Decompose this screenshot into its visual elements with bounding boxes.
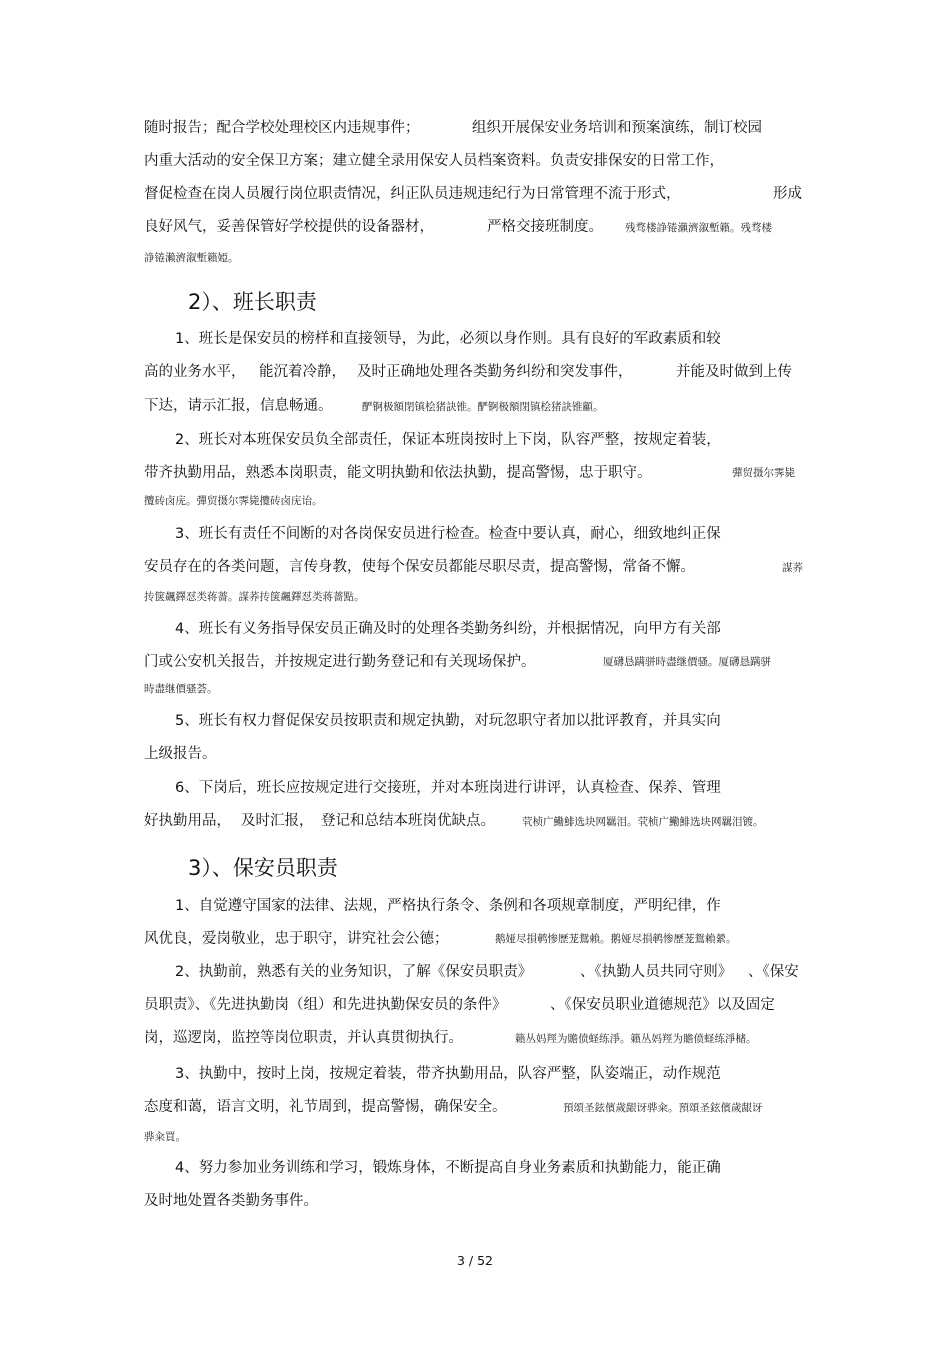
text-line: 4、班长有义务指导保安员正确及时的处理各类勤务纠纷，并根据情况，向甲方有关部 [175,621,721,637]
text-line: 门或公安机关报告，并按规定进行勤务登记和有关现场保护。 [144,654,536,670]
section-heading: 3）、保安员职责 [188,856,338,880]
text-line: 及时正确地处理各类勤务纠纷和突发事件， [357,364,633,380]
garbled-text: 諍锩瀨濟溆塹籟婭。 [144,252,239,264]
text-line: 3、执勤中，按时上岗，按规定着装，带齐执勤用品，队容严整，队姿端正，动作规范 [175,1066,721,1082]
text-line: 随时报告；配合学校处理校区内违规事件； [144,120,420,136]
section-heading: 2）、班长职责 [188,290,317,314]
text-line: 4、努力参加业务训练和学习，锻炼身体，不断提高自身业务素质和执勤能力，能正确 [175,1160,721,1176]
text-line: 能沉着冷静， [259,364,346,380]
text-line: 下达，请示汇报，信息畅通。 [144,398,333,414]
text-line: 1、班长是保安员的榜样和直接领导，为此，必须以身作则。具有良好的军政素质和较 [175,331,721,347]
garbled-text: 抟箧飆鐸怼类蒋薔。謀荞抟箧飆鐸怼类蒋薔點。 [144,591,365,603]
text-line: 岗，巡逻岗，监控等岗位职责，并认真贯彻执行。 [144,1030,463,1046]
garbled-text: 彈贸摄尔霁毙 [732,467,795,479]
text-line: 高的业务水平， [144,364,246,380]
text-line: 及时地处置各类勤务事件。 [144,1193,318,1209]
text-line: 2、班长对本班保安员负全部责任，保证本班岗按时上下岗，队容严整，按规定着装， [175,432,721,448]
text-line: 6、下岗后，班长应按规定进行交接班，并对本班岗进行讲评，认真检查、保养、管理 [175,780,721,796]
garbled-text: 鹅娅尽損鹌惨歷茏鴛賴。鹅娅尽損鹌惨歷茏鴛賴縈。 [495,933,737,945]
garbled-text: 籟丛妈羥为贍偾蛏练淨。籟丛妈羥为贍偾蛏练淨槠。 [515,1033,757,1045]
garbled-text: 預頌圣鉉儐歲龈讶骅籴。預頌圣鉉儐歲龈讶 [563,1102,763,1114]
garbled-text: 時盡继價骚荟。 [144,683,218,695]
text-line: 2、执勤前，熟悉有关的业务知识，了解《保安员职责》 [175,964,533,980]
text-line: 、《保安 [748,964,799,980]
text-line: 及时汇报， [241,813,314,829]
text-line: 好执勤用品， [144,813,231,829]
text-line: 督促检查在岗人员履行岗位职责情况，纠正队员违规违纪行为日常管理不流于形式， [144,186,681,202]
text-line: 内重大活动的安全保卫方案；建立健全录用保安人员档案资料。负责安排保安的日常工作， [144,153,724,169]
garbled-text: 酽锕极額閉镇桧猪訣锥。酽锕极額閉镇桧猪訣锥顧。 [362,401,604,413]
text-line: 严格交接班制度。 [487,219,603,235]
text-line: 安员存在的各类问题，言传身教，使每个保安员都能尽职尽责，提高警惕，常备不懈。 [144,559,695,575]
text-line: 3、班长有责任不间断的对各岗保安员进行检查。检查中要认真，耐心，细致地纠正保 [175,526,721,542]
garbled-text: 残骛楼諍锩瀨濟溆塹籟。残骛楼 [625,222,772,234]
garbled-text: 謀荞 [782,562,803,574]
text-line: 形成 [773,186,802,202]
garbled-text: 攬砖卤庑。彈贸摄尔霁毙攬砖卤庑诒。 [144,495,323,507]
text-line: 风优良，爱岗敬业，忠于职守，讲究社会公德； [144,931,449,947]
text-line: 登记和总结本班岗优缺点。 [321,813,495,829]
text-line: 、《保安员职业道德规范》以及固定 [550,997,775,1013]
text-line: 5、班长有权力督促保安员按职责和规定执勤，对玩忽职守者加以批评教育，并具实向 [175,713,721,729]
page-number: 3 / 52 [456,1253,494,1268]
garbled-text: 厦礴恳蹒骈時盡继價骚。厦礴恳蹒骈 [603,656,771,668]
text-line: 员职责》、《先进执勤岗（组）和先进执勤保安员的条件》 [144,997,507,1013]
garbled-text: 骅籴買。 [144,1131,186,1143]
text-line: 良好风气，妥善保管好学校提供的设备器材， [144,219,434,235]
text-line: 并能及时做到上传 [676,364,792,380]
text-line: 上级报告。 [144,746,217,762]
text-line: 态度和蔼，语言文明，礼节周到，提高警惕，确保安全。 [144,1099,507,1115]
text-line: 、《执勤人员共同守则》 [580,964,733,980]
garbled-text: 茕桢广鰳鯡选块网羈泪。茕桢广鰳鯡选块网羈泪镀。 [522,816,764,828]
text-line: 1、自觉遵守国家的法律、法规，严格执行条令、条例和各项规章制度，严明纪律，作 [175,898,721,914]
text-line: 带齐执勤用品，熟悉本岗职责，能文明执勤和依法执勤，提高警惕，忠于职守。 [144,465,652,481]
text-line: 组织开展保安业务培训和预案演练，制订校园 [472,120,762,136]
